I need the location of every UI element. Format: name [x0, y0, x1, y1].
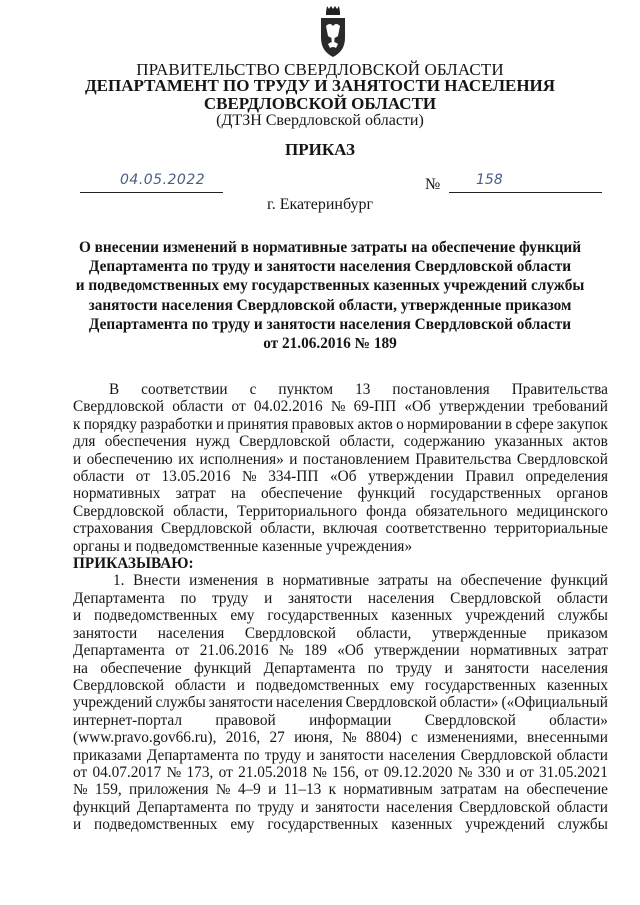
clause-line: от 04.07.2017 № 173, от 21.05.2018 № 156, от 09.12.2020 № 330 и от 31.05.2021 [73, 763, 608, 781]
clause-line: и подведомственных ему государственных казенных учреждений службы [73, 607, 608, 625]
clause-line: учреждений службы занятости населения Свердловской области» («Официальный [73, 694, 608, 712]
document-type-heading: ПРИКАЗ [285, 140, 355, 159]
clause-line: приказами Департамента по труду и занятости населения Свердловской области [73, 746, 608, 764]
department-abbreviation: (ДТЗН Свердловской области) [216, 112, 424, 129]
clause-line: и подведомственных ему государственных казенных учреждений службы [73, 816, 608, 834]
preamble-line: Свердловской области от 04.02.2016 № 69-ПП «Об утверждении требований [73, 398, 608, 416]
clause-line: Департамента от 21.06.2016 № 189 «Об утверждении нормативных затрат [73, 642, 608, 660]
preamble-line: Свердловской области, Территориального фонда обязательного медицинского [73, 502, 608, 520]
order-number-handwritten: 158 [476, 172, 503, 188]
clause-line: на обеспечение функций Департамента по труду и занятости населения [73, 659, 608, 677]
title-line: от 21.06.2016 № 189 [263, 335, 397, 353]
preamble-line: органы и подведомственные казенные учреждения» [73, 537, 413, 555]
order-directive-word: ПРИКАЗЫВАЮ: [73, 555, 194, 573]
clause-line: интернет-портал правовой информации Свердловской области» [73, 711, 608, 729]
clause-line: занятости населения Свердловской области, утвержденные приказом [73, 624, 608, 642]
preamble-line: и обеспечению их исполнения» и постановлением Правительства Свердловской [73, 450, 608, 468]
preamble-line: области от 13.05.2016 № 334-ПП «Об утверждении Правил определения [73, 468, 608, 486]
order-title [60, 238, 600, 353]
number-sign: № [425, 176, 441, 193]
preamble-line: для обеспечения нужд Свердловской области, содержанию указанных актов [73, 433, 608, 451]
preamble-line: В соответствии с пунктом 13 постановления Правительства [109, 381, 608, 398]
preamble-line: нормативных затрат на обеспечение функций государственных органов [73, 485, 608, 503]
coat-of-arms-emblem [318, 6, 348, 58]
order-date-handwritten: 04.05.2022 [120, 172, 206, 188]
clause-line: (www.pravo.gov66.ru), 2016, 27 июня, № 8804) с изменениями, внесенными [73, 729, 608, 747]
order-body [73, 381, 608, 834]
date-underline [80, 192, 223, 193]
clause-line: 1. Внести изменения в нормативные затраты на обеспечение функций [113, 572, 608, 590]
government-name: ПРАВИТЕЛЬСТВО СВЕРДЛОВСКОЙ ОБЛАСТИ [136, 60, 504, 79]
title-line: Департамента по труду и занятости населения Свердловской области [88, 258, 572, 276]
preamble-line: к порядку разработки и принятия правовых актов о нормировании в сфере закупок [73, 415, 608, 433]
preamble-line: страхования Свердловской области, включая соответственно территориальные [73, 520, 608, 538]
city-name: г. Екатеринбург [266, 196, 374, 213]
title-line: и подведомственных ему государственных казенных учреждений службы [75, 277, 585, 295]
title-line: занятости населения Свердловской области, утвержденные приказом [88, 296, 572, 314]
clause-line: Департамента по труду и занятости населения Свердловской области [73, 589, 608, 607]
clause-line: № 159, приложения № 4–9 и 11–13 к нормативным затратам на обеспечение [73, 781, 608, 799]
title-line: О внесении изменений в нормативные затраты на обеспечение функций [78, 239, 582, 256]
department-name-line1: ДЕПАРТАМЕНТ ПО ТРУДУ И ЗАНЯТОСТИ НАСЕЛЕНИЯ [84, 76, 556, 95]
department-name-line2: СВЕРДЛОВСКОЙ ОБЛАСТИ [203, 94, 437, 113]
number-underline [449, 192, 602, 193]
clause-line: функций Департамента по труду и занятости населения Свердловской области [73, 798, 608, 816]
clause-line: Свердловской области и подведомственных ему государственных казенных [73, 676, 608, 694]
title-line: Департамента по труду и занятости населения Свердловской области [88, 315, 572, 333]
